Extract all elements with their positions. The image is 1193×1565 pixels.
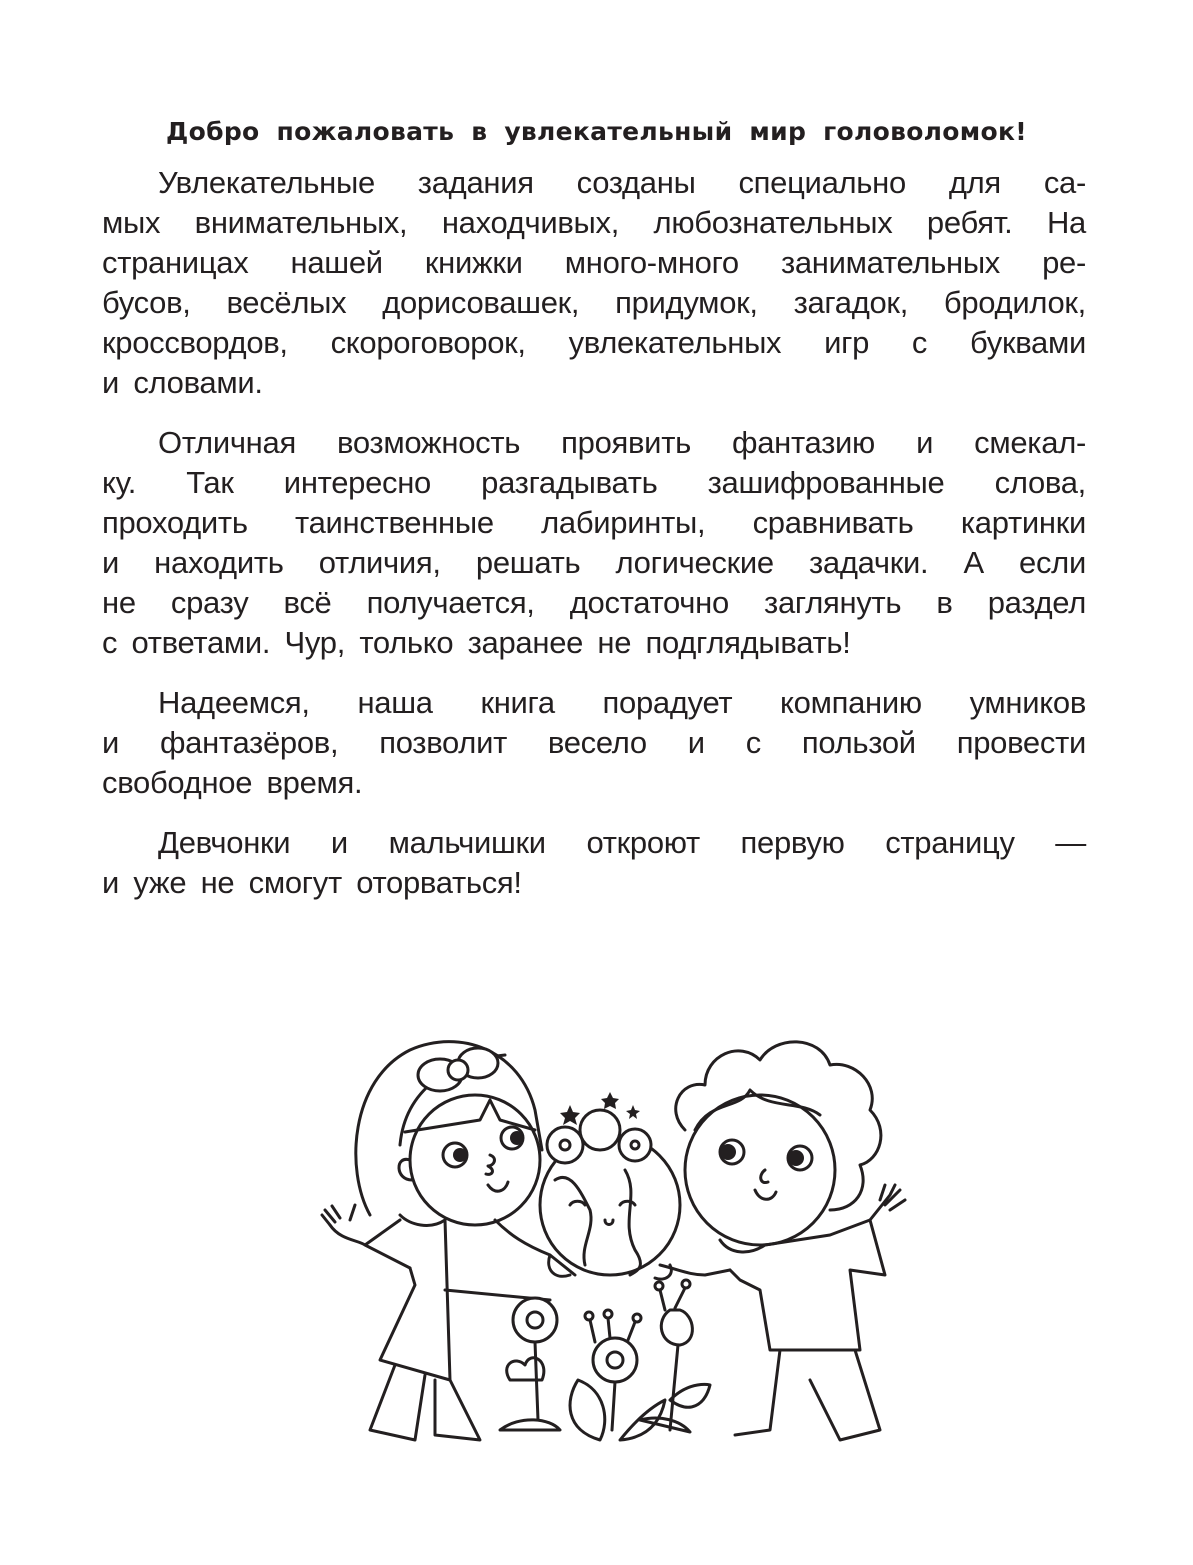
text-line: и словами. — [102, 365, 263, 400]
text-line: свободное время. — [102, 765, 363, 800]
paragraph-2 — [102, 423, 1086, 663]
page-title: Добро пожаловать в увлекательный мир головоломок! — [166, 116, 1027, 146]
paragraph-1 — [102, 163, 1086, 403]
globe-figure — [540, 1092, 680, 1279]
kids-with-globe-illustration — [310, 1020, 910, 1460]
text-line: и уже не смогут оторваться! — [102, 865, 522, 900]
illustration-svg — [310, 1020, 910, 1460]
text-line: страницах нашей книжки много-много занимательных ре- — [102, 245, 1086, 280]
paragraph-4 — [102, 823, 1086, 903]
text-line: ку. Так интересно разгадывать зашифрованные слова, — [102, 465, 1086, 500]
flowers-figure — [500, 1280, 710, 1440]
text-line: проходить таинственные лабиринты, сравнивать картинки — [102, 505, 1086, 540]
intro-text — [102, 163, 1086, 923]
text-line: Надеемся, наша книга порадует компанию умников — [158, 685, 1086, 720]
text-line: Девчонки и мальчишки откроют первую страницу — — [158, 825, 1086, 860]
text-line: Увлекательные задания созданы специально для са- — [158, 165, 1086, 200]
paragraph-3 — [102, 683, 1086, 803]
text-line: с ответами. Чур, только заранее не подглядывать! — [102, 625, 851, 660]
text-line: и находить отличия, решать логические задачки. А если — [102, 545, 1086, 580]
text-line: и фантазёров, позволит весело и с пользой провести — [102, 725, 1086, 760]
text-line: кроссвордов, скороговорок, увлекательных игр с буквами — [102, 325, 1086, 360]
text-line: бусов, весёлых дорисовашек, придумок, загадок, бродилок, — [102, 285, 1086, 320]
text-line: не сразу всё получается, достаточно заглянуть в раздел — [102, 585, 1086, 620]
text-line: мых внимательных, находчивых, любознательных ребят. На — [102, 205, 1086, 240]
boy-figure — [660, 1042, 905, 1440]
text-line: Отличная возможность проявить фантазию и смекал- — [158, 425, 1086, 460]
